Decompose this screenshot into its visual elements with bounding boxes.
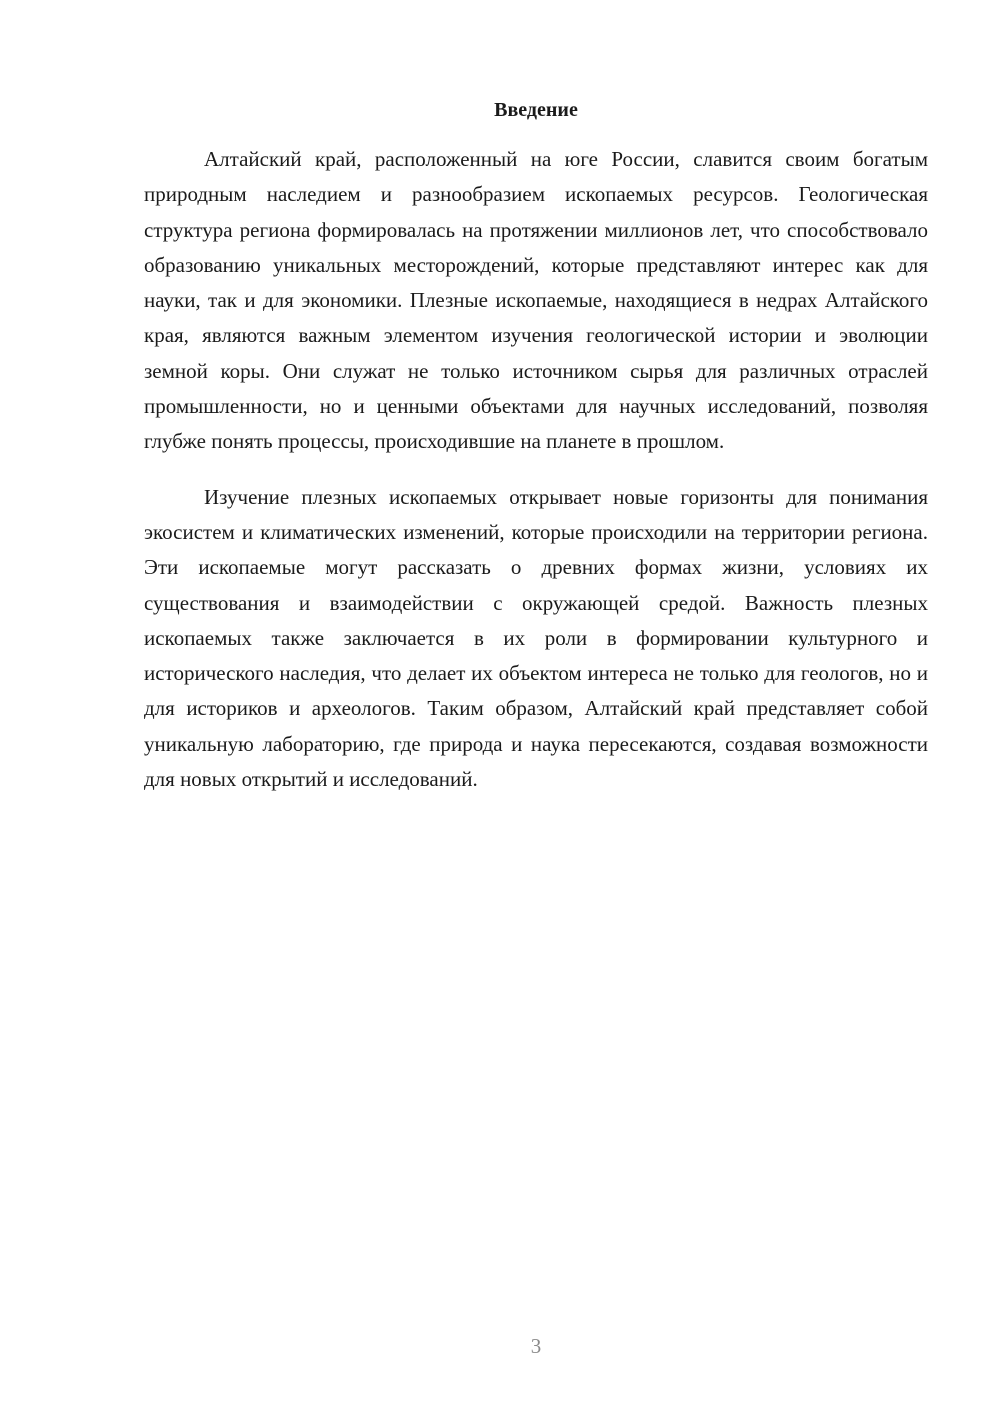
page-content: [144, 96, 928, 797]
section-heading: Введение: [494, 99, 578, 121]
paragraph-1: Алтайский край, расположенный на юге России, славится своим богатым природным наследием и разнообразием ископаемых ресурсов. Геологическая структура региона формировалась на протяжении миллионов лет, что способствовало образованию уникальных месторождений, которые представляют интерес как для науки, так и для экономики. Плезные ископаемые, находящиеся в недрах Алтайского края, являются важным элементом изучения геологической истории и эволюции земной коры. Они служат не только источником сырья для различных отраслей промышленности, но и ценными объектами для научных исследований, позволяя глубже понять процессы, происходившие на планете в прошлом.: [144, 147, 928, 454]
paragraph-2: Изучение плезных ископаемых открывает новые горизонты для понимания экосистем и климатических изменений, которые происходили на территории региона. Эти ископаемые могут рассказать о древних формах жизни, условиях их существования и взаимодействии с окружающей средой. Важность плезных ископаемых также заключается в их роли в формировании культурного и исторического наследия, что делает их объектом интереса не только для геологов, но и для историков и археологов. Таким образом, Алтайский край представляет собой уникальную лабораторию, где природа и наука пересекаются, создавая возможности для новых открытий и исследований.: [144, 484, 928, 792]
page-number: 3: [530, 1334, 542, 1358]
